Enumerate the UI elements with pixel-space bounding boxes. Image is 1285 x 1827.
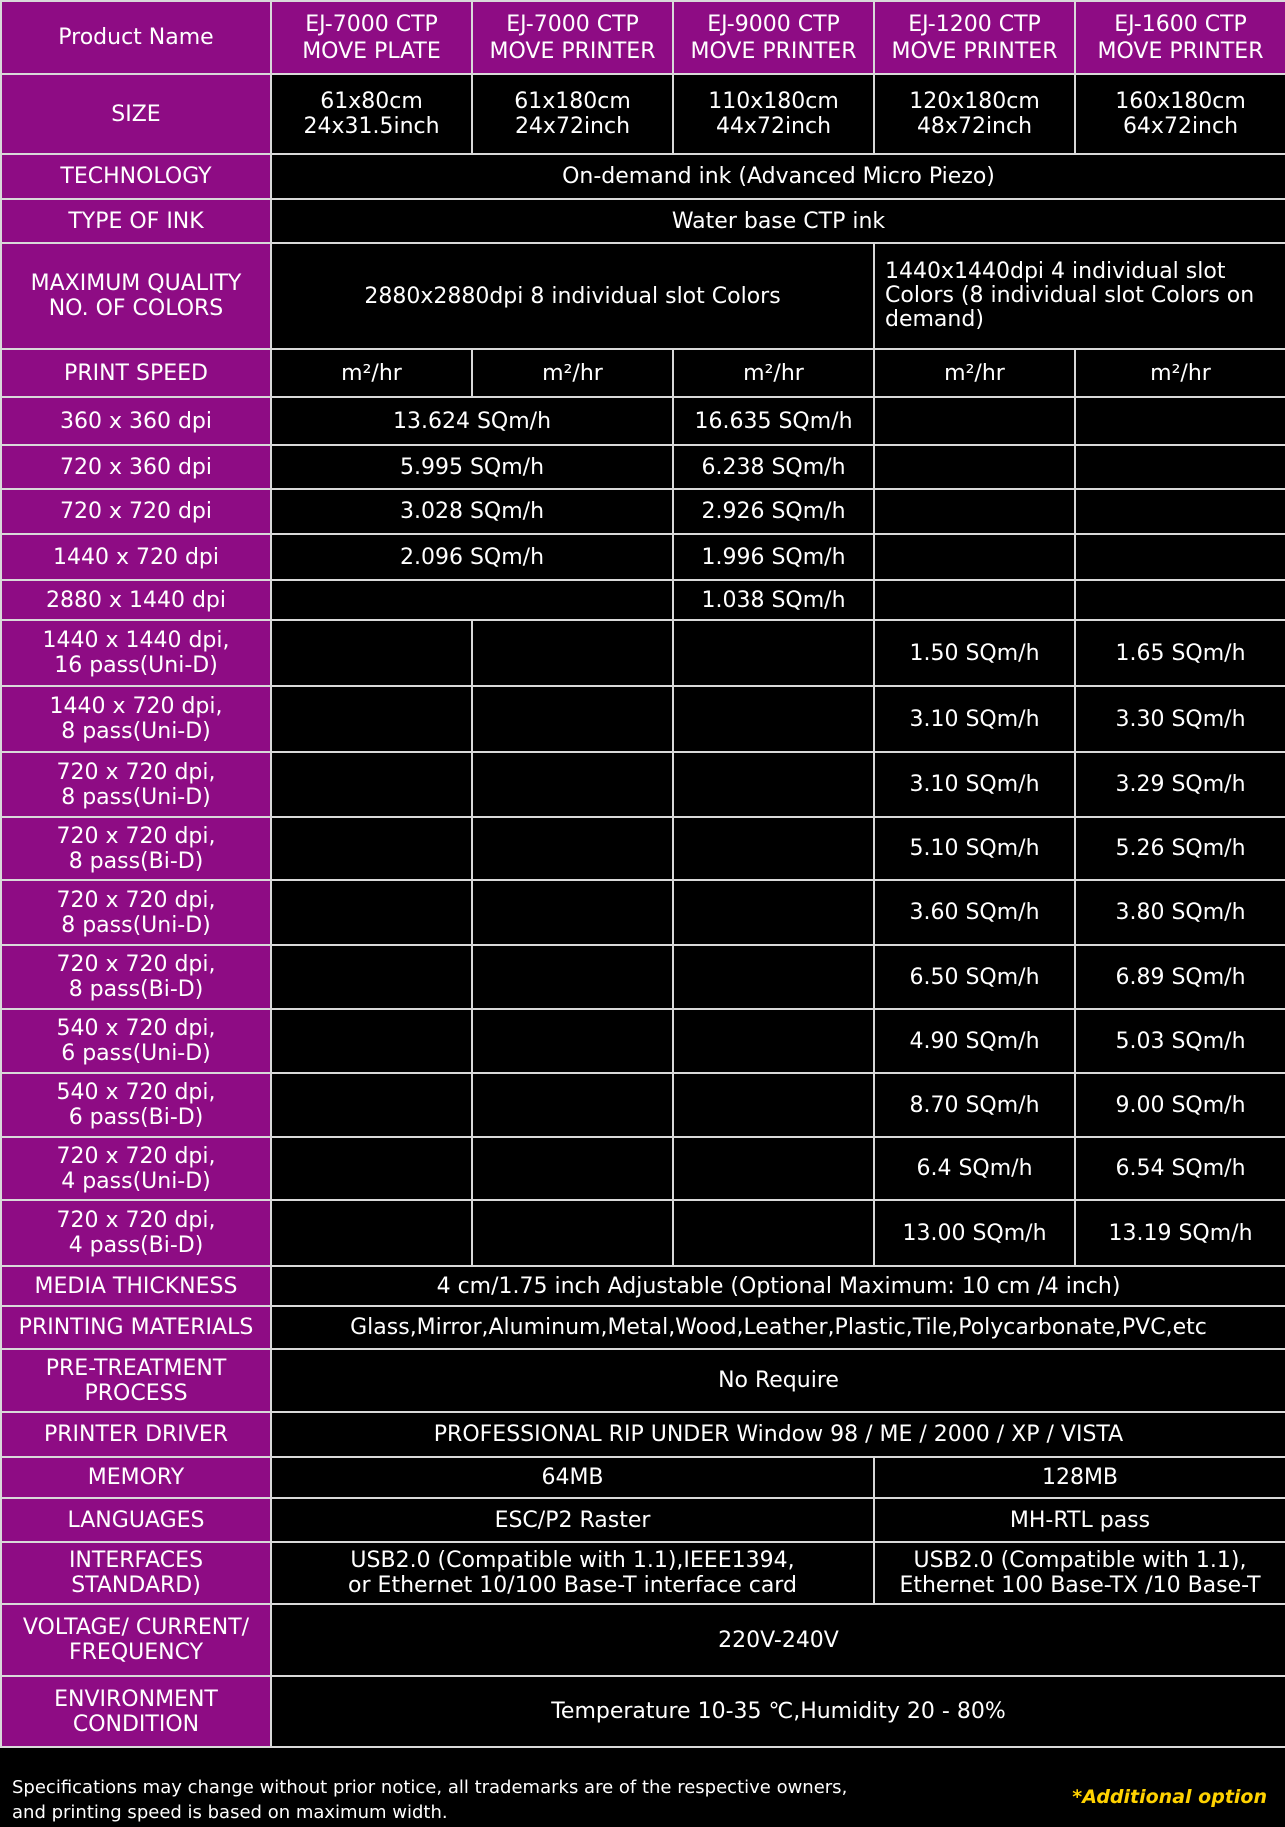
speed-empty <box>472 1137 673 1200</box>
speed-empty <box>271 1200 472 1266</box>
driver-row <box>1 1412 1285 1457</box>
memory-value-a: 64MB <box>271 1457 874 1498</box>
quality-value-b: 1440x1440dpi 4 individual slot Colors (8 individual slot Colors on demand) <box>874 243 1285 349</box>
additional-option-note: *Additional option <box>1072 1786 1267 1808</box>
speed-mode-label: 1440 x 720 dpi <box>1 534 271 580</box>
speed-value: 3.80 SQm/h <box>1075 880 1285 945</box>
speed-empty <box>271 686 472 752</box>
speed-empty <box>1075 445 1285 489</box>
materials-value: Glass,Mirror,Aluminum,Metal,Wood,Leather,Plastic,Tile,Polycarbonate,PVC,etc <box>271 1306 1285 1349</box>
speed-value: 9.00 SQm/h <box>1075 1073 1285 1137</box>
ink-label: TYPE OF INK <box>1 199 271 243</box>
speed-value: 6.54 SQm/h <box>1075 1137 1285 1200</box>
ink-row <box>1 199 1285 243</box>
speed-row <box>1 489 1285 534</box>
speed-value: 5.03 SQm/h <box>1075 1009 1285 1073</box>
speed-value: 3.30 SQm/h <box>1075 686 1285 752</box>
speed-empty <box>673 620 874 686</box>
speed-empty <box>673 880 874 945</box>
technology-label: TECHNOLOGY <box>1 154 271 199</box>
size-value: 120x180cm 48x72inch <box>874 74 1075 154</box>
print-speed-label: PRINT SPEED <box>1 349 271 397</box>
speed-unit: m²/hr <box>874 349 1075 397</box>
speed-row <box>1 580 1285 620</box>
speed-value: 13.00 SQm/h <box>874 1200 1075 1266</box>
pass-row <box>1 817 1285 880</box>
speed-value: 4.90 SQm/h <box>874 1009 1075 1073</box>
speed-empty <box>673 1200 874 1266</box>
size-value: 160x180cm 64x72inch <box>1075 74 1285 154</box>
speed-row <box>1 534 1285 580</box>
speed-row <box>1 445 1285 489</box>
memory-value-b: 128MB <box>874 1457 1285 1498</box>
speed-mode-label: 720 x 360 dpi <box>1 445 271 489</box>
speed-unit: m²/hr <box>1075 349 1285 397</box>
product-ej7000-plate: EJ-7000 CTP MOVE PLATE <box>271 1 472 74</box>
ink-value: Water base CTP ink <box>271 199 1285 243</box>
speed-value: 1.65 SQm/h <box>1075 620 1285 686</box>
interfaces-value-b: USB2.0 (Compatible with 1.1), Ethernet 100 Base-TX /10 Base-T <box>874 1542 1285 1604</box>
speed-empty <box>472 817 673 880</box>
pass-row <box>1 1137 1285 1200</box>
speed-empty <box>472 752 673 817</box>
speed-value: 5.10 SQm/h <box>874 817 1075 880</box>
speed-empty <box>874 580 1075 620</box>
speed-value: 1.038 SQm/h <box>673 580 874 620</box>
pass-row <box>1 1200 1285 1266</box>
languages-row <box>1 1498 1285 1542</box>
speed-mode-label: 2880 x 1440 dpi <box>1 580 271 620</box>
pass-row <box>1 880 1285 945</box>
speed-empty <box>673 1137 874 1200</box>
speed-empty <box>673 752 874 817</box>
languages-label: LANGUAGES <box>1 1498 271 1542</box>
pass-mode-label: 720 x 720 dpi, 8 pass(Uni-D) <box>1 752 271 817</box>
speed-empty <box>673 1073 874 1137</box>
product-ej7000-printer: EJ-7000 CTP MOVE PRINTER <box>472 1 673 74</box>
speed-value: 3.10 SQm/h <box>874 686 1075 752</box>
speed-empty <box>874 397 1075 445</box>
speed-empty <box>271 1137 472 1200</box>
speed-empty <box>271 1009 472 1073</box>
speed-empty <box>472 620 673 686</box>
speed-empty <box>673 817 874 880</box>
speed-value: 8.70 SQm/h <box>874 1073 1075 1137</box>
media-thickness-row <box>1 1266 1285 1306</box>
speed-empty <box>1075 489 1285 534</box>
speed-value: 6.50 SQm/h <box>874 945 1075 1009</box>
speed-empty <box>271 620 472 686</box>
quality-label: MAXIMUM QUALITY NO. OF COLORS <box>1 243 271 349</box>
speed-empty <box>874 534 1075 580</box>
languages-value-a: ESC/P2 Raster <box>271 1498 874 1542</box>
pass-row <box>1 1073 1285 1137</box>
size-value: 110x180cm 44x72inch <box>673 74 874 154</box>
speed-unit: m²/hr <box>472 349 673 397</box>
speed-value: 3.10 SQm/h <box>874 752 1075 817</box>
speed-empty <box>673 686 874 752</box>
interfaces-value-a: USB2.0 (Compatible with 1.1),IEEE1394, or Ethernet 10/100 Base-T interface card <box>271 1542 874 1604</box>
speed-value: 6.4 SQm/h <box>874 1137 1075 1200</box>
product-ej1600-printer: EJ-1600 CTP MOVE PRINTER <box>1075 1 1285 74</box>
speed-mode-label: 360 x 360 dpi <box>1 397 271 445</box>
speed-value: 5.26 SQm/h <box>1075 817 1285 880</box>
speed-empty <box>673 1009 874 1073</box>
product-name-label: Product Name <box>1 1 271 74</box>
technology-row <box>1 154 1285 199</box>
pass-mode-label: 1440 x 720 dpi, 8 pass(Uni-D) <box>1 686 271 752</box>
speed-empty <box>271 817 472 880</box>
speed-empty <box>1075 534 1285 580</box>
speed-empty <box>472 1073 673 1137</box>
speed-value: 13.624 SQm/h <box>271 397 673 445</box>
environment-value: Temperature 10-35 ℃,Humidity 20 - 80% <box>271 1676 1285 1747</box>
speed-empty <box>472 686 673 752</box>
languages-value-b: MH-RTL pass <box>874 1498 1285 1542</box>
speed-empty <box>673 945 874 1009</box>
speed-empty <box>1075 580 1285 620</box>
driver-label: PRINTER DRIVER <box>1 1412 271 1457</box>
pass-mode-label: 540 x 720 dpi, 6 pass(Bi-D) <box>1 1073 271 1137</box>
speed-value: 6.238 SQm/h <box>673 445 874 489</box>
pass-mode-label: 720 x 720 dpi, 8 pass(Uni-D) <box>1 880 271 945</box>
speed-value: 16.635 SQm/h <box>673 397 874 445</box>
voltage-value: 220V-240V <box>271 1604 1285 1676</box>
pass-mode-label: 720 x 720 dpi, 4 pass(Uni-D) <box>1 1137 271 1200</box>
speed-empty <box>472 1200 673 1266</box>
pretreatment-label: PRE-TREATMENT PROCESS <box>1 1349 271 1412</box>
voltage-label: VOLTAGE/ CURRENT/ FREQUENCY <box>1 1604 271 1676</box>
pass-row <box>1 620 1285 686</box>
media-thickness-label: MEDIA THICKNESS <box>1 1266 271 1306</box>
speed-row <box>1 397 1285 445</box>
speed-empty <box>271 945 472 1009</box>
pass-mode-label: 1440 x 1440 dpi, 16 pass(Uni-D) <box>1 620 271 686</box>
pass-mode-label: 720 x 720 dpi, 4 pass(Bi-D) <box>1 1200 271 1266</box>
speed-value: 3.028 SQm/h <box>271 489 673 534</box>
materials-label: PRINTING MATERIALS <box>1 1306 271 1349</box>
speed-value: 2.926 SQm/h <box>673 489 874 534</box>
speed-value: 13.19 SQm/h <box>1075 1200 1285 1266</box>
pass-row <box>1 686 1285 752</box>
speed-empty <box>1075 397 1285 445</box>
size-label: SIZE <box>1 74 271 154</box>
speed-empty <box>472 1009 673 1073</box>
speed-value: 3.60 SQm/h <box>874 880 1075 945</box>
size-row <box>1 74 1285 154</box>
size-value: 61x180cm 24x72inch <box>472 74 673 154</box>
speed-value: 5.995 SQm/h <box>271 445 673 489</box>
environment-label: ENVIRONMENT CONDITION <box>1 1676 271 1747</box>
pass-row <box>1 945 1285 1009</box>
quality-row <box>1 243 1285 349</box>
pass-mode-label: 540 x 720 dpi, 6 pass(Uni-D) <box>1 1009 271 1073</box>
technology-value: On-demand ink (Advanced Micro Piezo) <box>271 154 1285 199</box>
product-ej9000-printer: EJ-9000 CTP MOVE PRINTER <box>673 1 874 74</box>
pass-row <box>1 1009 1285 1073</box>
speed-value: 6.89 SQm/h <box>1075 945 1285 1009</box>
speed-empty <box>271 752 472 817</box>
pretreatment-row <box>1 1349 1285 1412</box>
header-row <box>1 1 1285 74</box>
size-value: 61x80cm 24x31.5inch <box>271 74 472 154</box>
speed-empty <box>472 880 673 945</box>
footer <box>0 1772 1285 1827</box>
speed-unit: m²/hr <box>271 349 472 397</box>
product-ej1200-printer: EJ-1200 CTP MOVE PRINTER <box>874 1 1075 74</box>
print-speed-row <box>1 349 1285 397</box>
speed-unit: m²/hr <box>673 349 874 397</box>
interfaces-row <box>1 1542 1285 1604</box>
disclaimer-note: Specifications may change without prior notice, all trademarks are of the respective owners, and printing speed is based on maximum width. <box>12 1777 848 1823</box>
speed-value: 2.096 SQm/h <box>271 534 673 580</box>
pass-row <box>1 752 1285 817</box>
voltage-row <box>1 1604 1285 1676</box>
environment-row <box>1 1676 1285 1747</box>
materials-row <box>1 1306 1285 1349</box>
driver-value: PROFESSIONAL RIP UNDER Window 98 / ME / 2000 / XP / VISTA <box>271 1412 1285 1457</box>
memory-row <box>1 1457 1285 1498</box>
speed-empty <box>472 945 673 1009</box>
speed-value: 1.996 SQm/h <box>673 534 874 580</box>
pass-mode-label: 720 x 720 dpi, 8 pass(Bi-D) <box>1 817 271 880</box>
media-thickness-value: 4 cm/1.75 inch Adjustable (Optional Maximum: 10 cm /4 inch) <box>271 1266 1285 1306</box>
memory-label: MEMORY <box>1 1457 271 1498</box>
speed-empty <box>874 489 1075 534</box>
speed-value: 3.29 SQm/h <box>1075 752 1285 817</box>
interfaces-label: INTERFACES STANDARD) <box>1 1542 271 1604</box>
speed-value: 1.50 SQm/h <box>874 620 1075 686</box>
pretreatment-value: No Require <box>271 1349 1285 1412</box>
speed-empty <box>271 880 472 945</box>
speed-empty <box>874 445 1075 489</box>
speed-empty <box>271 1073 472 1137</box>
quality-value-a: 2880x2880dpi 8 individual slot Colors <box>271 243 874 349</box>
pass-mode-label: 720 x 720 dpi, 8 pass(Bi-D) <box>1 945 271 1009</box>
speed-value <box>271 580 673 620</box>
speed-mode-label: 720 x 720 dpi <box>1 489 271 534</box>
